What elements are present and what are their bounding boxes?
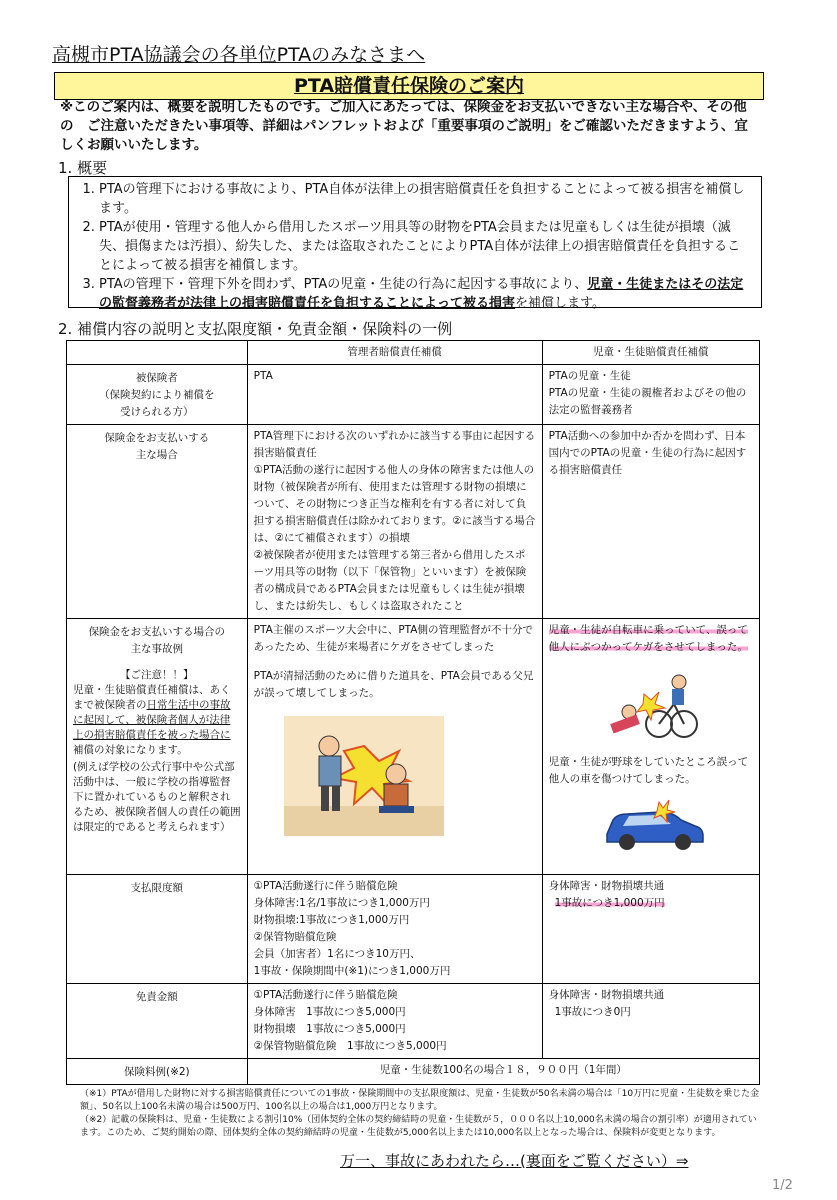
table-row-deductible (67, 984, 760, 1059)
premium-value: 児童・生徒数100名の場合１８，９００円（1年間） (247, 1059, 759, 1085)
notice-text: ※このご案内は、概要を説明したものです。ご加入にあたっては、保険金をお支払いできない主な場合や、その他の ご注意いただきたい事項等、詳細はパンフレットおよび「重要事項のご説明」をご確認いただきますよう、宜しくお願いいたします。 (60, 99, 748, 153)
addressee-heading: 高槻市PTA協議会の各単位PTAのみなさまへ (52, 44, 426, 66)
examples-label: 保険金をお支払いする場合の 主な事故例 【ご注意！！】 児童・生徒賠償責任補償は、あくまで被保険者の日常生活中の事故に起因して、被保険者個人が法律上の損害賠償責任を被った場合に補償の対象になります。 (例えば学校の公式行事中や公式部活動中は、一般に学校の指導監督下に置かれているものと解釈されるため、被保険者個人の責任の範囲は限定的であると考えられます） (67, 619, 248, 875)
caution-note: 【ご注意！！】 児童・生徒賠償責任補償は、あくまで被保険者の日常生活中の事故に起因して、被保険者個人が法律上の損害賠償責任を被った場合に補償の対象になります。 (例えば学校の公式行事中や公式部活動中は、一般に学校の指導監督下に置かれているものと解釈されるため、被保険者個人の責任の範囲は限定的であると考えられます） (73, 669, 241, 833)
col-admin-header: 管理者賠償責任補償 (247, 341, 542, 365)
car-icon (599, 796, 709, 856)
limit-child: 身体障害・財物損壊共通 1事故につき1,000万円 (542, 875, 759, 984)
highlighted-example: 児童・生徒が自転車に乗っていて、誤って他人にぶつかってケガをさせてしまった。 (548, 624, 748, 653)
insured-label: 被保険者 （保険契約により補償を 受けられる方） (67, 365, 248, 425)
examples-child: 児童・生徒が自転車に乗っていて、誤って他人にぶつかってケガをさせてしまった。 児童・生徒が野球をしていたところ誤って他人の車を傷つけてしまった。 (542, 619, 759, 875)
collision-illustration-icon (284, 716, 444, 836)
overview-item-3-emphasis: 児童・生徒またはその法定の監督義務者が法律上の損害賠償責任を負担することによって被る損害 (99, 277, 744, 311)
col-child-header: 児童・生徒賠償責任補償 (542, 341, 759, 365)
table-row-examples (67, 619, 760, 875)
cases-child: PTA活動への参加中か否かを問わず、日本国内でのPTAの児童・生徒の行為に起因する損害賠償責任 (542, 425, 759, 619)
table-row-cases (67, 425, 760, 619)
insured-child: PTAの児童・生徒 PTAの児童・生徒の親権者およびその他の法定の監督義務者 (542, 365, 759, 425)
premium-label: 保険料例(※2) (67, 1059, 248, 1085)
cases-label: 保険金をお支払いする 主な場合 (67, 425, 248, 619)
continue-link[interactable]: 万一、事故にあわれたら…(裏面をご覧ください）⇒ (340, 1152, 689, 1170)
table-row-premium (67, 1059, 760, 1085)
deductible-child: 身体障害・財物損壊共通 1事故につき0円 (542, 984, 759, 1059)
overview-item-2: 2. PTAが使用・管理する他人から借用したスポーツ用具等の財物をPTA会員または児童もしくは生徒が損壊（滅失、損傷または汚損）、紛失した、または盗取されたことによりPTA自体が法律上の損害賠償責任を負担することによって被る損害を補償します。 (99, 218, 753, 275)
overview-box (68, 176, 762, 311)
footnote-1: （※1）PTAが借用した財物に対する損害賠償責任についての1事故・保険期間中の支払限度額は、児童・生徒数が50名未満の場合は「10万円に児童・生徒数を乗じた金額」、50名以上100名未満の場合は500万円、100名以上の場合は1,000万円となります。 (80, 1089, 760, 1112)
examples-admin: PTA主催のスポーツ大会中に、PTA側の管理監督が不十分であったため、生徒が来場者にケガをさせてしまった PTAが清掃活動のために借りた道具を、PTA会員である父兄が誤って壊してしまった。 (247, 619, 542, 875)
footnote-2: （※2）記載の保険料は、児童・生徒数による割引10%（団体契約全体の契約締結時の児童・生徒数が５，０００名以上10,000名未満の場合の割引率）が適用されています。このため、ご契約開始の際、団体契約全体の契約締結時の児童・生徒数が5,000名以上または10,000名以上となった場合は、保険料が変更となります。 (80, 1115, 757, 1138)
limit-label: 支払限度額 (67, 875, 248, 984)
cases-admin: PTA管理下における次のいずれかに該当する事由に起因する損害賠償責任 ①PTA活動の遂行に起因する他人の身体の障害または他人の財物（被保険者が所有、使用または管理する財物の損壊について、その財物につき正当な権利を有する者に対して負担する損害賠償責任は除かれております。②に該当する場合は、②にて補償されます）の損壊 ②被保険者が使用または管理する第三者から借用したスポーツ用具等の財物（以下「保管物」といいます）を被保険者の構成員であるPTA会員または児童もしくは生徒が損壊し、または紛失し、もしくは盗取されたこと (247, 425, 542, 619)
table-row-insured (67, 365, 760, 425)
footnotes (80, 1088, 760, 1140)
section1-heading: 1. 概要 (58, 159, 108, 177)
table-header-row (67, 341, 760, 365)
highlighted-limit: 1事故につき1,000万円 (554, 897, 665, 909)
document-title: PTA賠償責任保険のご案内 (54, 72, 764, 100)
overview-item-3: 3. PTAの管理下・管理下外を問わず、PTAの児童・生徒の行為に起因する事故により、児童・生徒またはその法定の監督義務者が法律上の損害賠償責任を負担することによって被る損害を補償します。 (99, 275, 753, 313)
header-empty-cell (67, 341, 248, 365)
coverage-table (66, 340, 760, 1085)
deductible-label: 免責金額 (67, 984, 248, 1059)
page-number: 1/2 (772, 1178, 793, 1193)
overview-item-1: 1. PTAの管理下における事故により、PTA自体が法律上の損害賠償責任を負担することによって被る損害を補償します。 (99, 180, 753, 218)
section2-heading: 2. 補償内容の説明と支払限度額・免責金額・保険料の一例 (58, 320, 453, 338)
table-row-limit (67, 875, 760, 984)
bicycle-accident-icon (589, 664, 719, 744)
insured-admin: PTA (247, 365, 542, 425)
limit-admin: ①PTA活動遂行に伴う賠償危険 身体障害:1名/1事故につき1,000万円 財物損壊:1事故につき1,000万円 ②保管物賠償危険 会員（加害者）1名につき10万円、 1事故・保険期間中(※1)につき1,000万円 (247, 875, 542, 984)
deductible-admin: ①PTA活動遂行に伴う賠償危険 身体障害 1事故につき5,000円 財物損壊 1事故につき5,000円 ②保管物賠償危険 1事故につき5,000円 (247, 984, 542, 1059)
